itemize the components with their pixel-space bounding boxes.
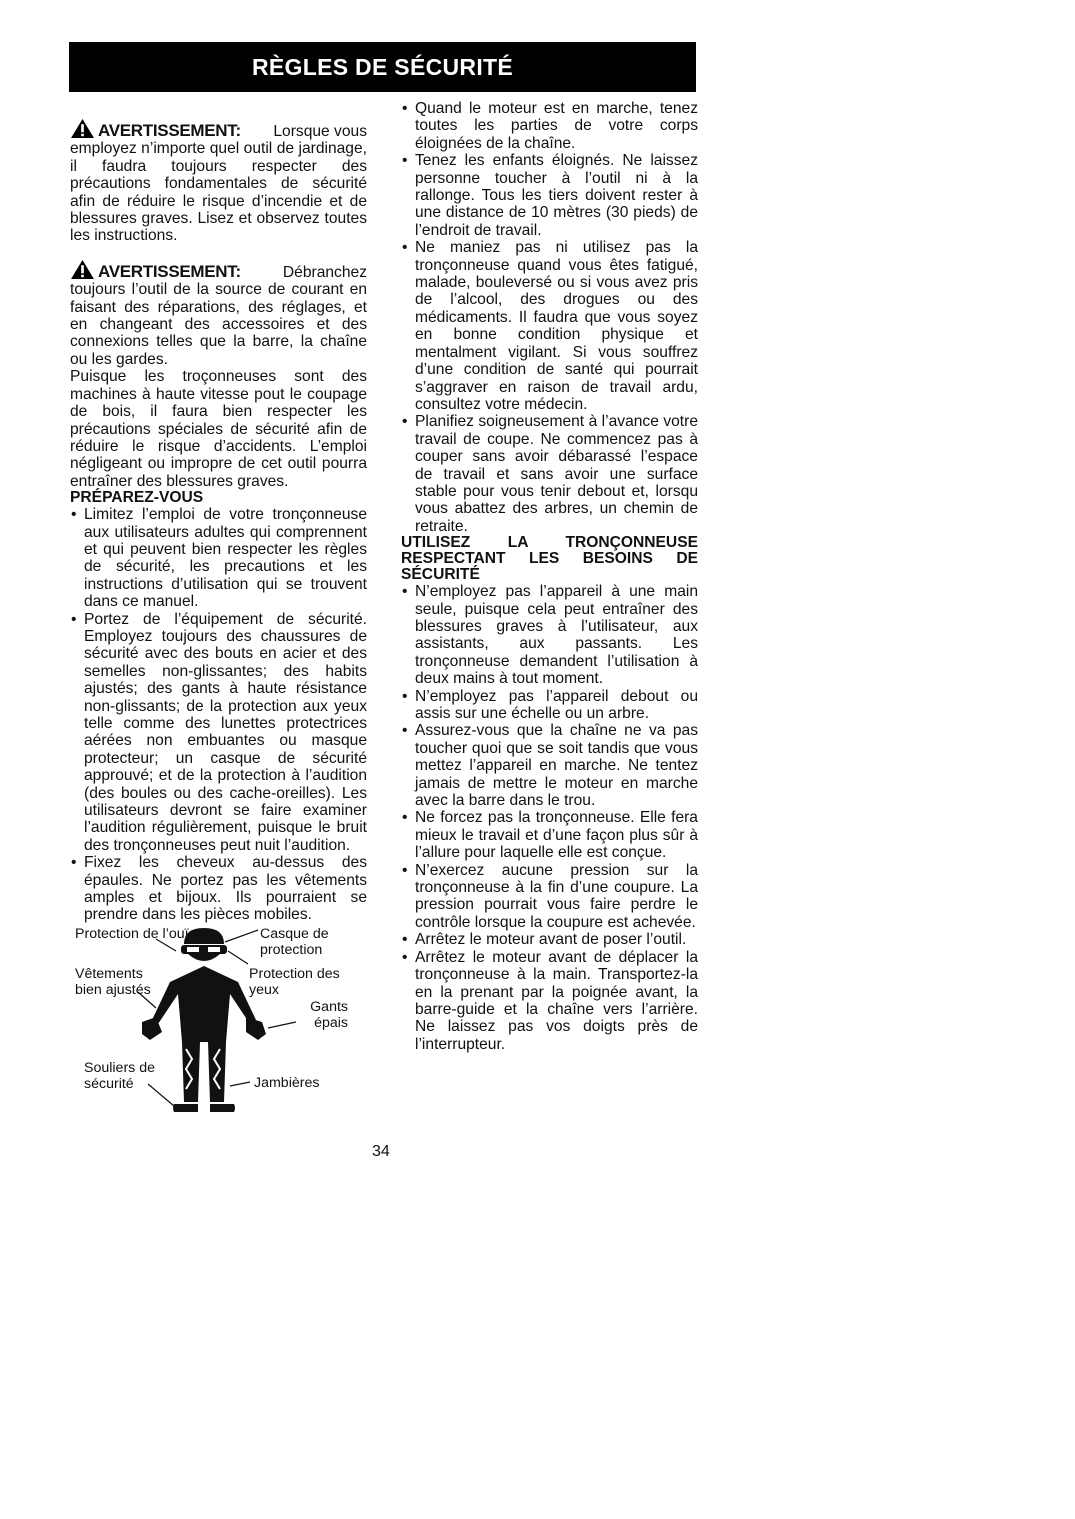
list-item: • Arrêtez le moteur avant de déplacer la tronçonneuse à la main. Transportez-la en la prenant par la poignée avant, la barre-guide et la chaîne vers l’arrière. Ne laissez pas vos doigts près de l’interrupteur. [401, 949, 698, 1053]
label-safety-shoes: Souliers de sécurité [84, 1059, 155, 1092]
warning-line [70, 256, 367, 281]
warning-header [70, 256, 241, 280]
left-column [70, 115, 367, 1119]
warning-text: employez n’importe quel outil de jardinage, il faudra toujours respecter des précautions fondamentales de sécurité afin de réduire le risque d’incendie et de blessures graves. Lisez et observez toutes les instructions. [70, 140, 367, 245]
page-title: RÈGLES DE SÉCURITÉ [252, 53, 513, 80]
list-item: • Assurez-vous que la chaîne ne va pas toucher quoi que se soit tandis que vous mettez l’appareil en marche. Ne tentez jamais de mettre le moteur en marche avec la barre dans le trou. [401, 722, 698, 809]
list-item: • Planifiez soigneusement à l’avance votre travail de coupe. Ne commencez pas à couper sans avoir débarassé l’espace de travail et sans avoir une surface stable pour vous tenir debout et, lorsqu vous abattez des arbres, un chemin de retraite. [401, 413, 698, 535]
bullet-list-left [70, 506, 367, 924]
warning-icon [70, 118, 95, 139]
list-item: • Quand le moteur est en marche, tenez toutes les parties de votre corps éloignées de la chaîne. [401, 100, 698, 152]
page-number: 34 [372, 1143, 390, 1160]
list-item: • N’exercez aucune pression sur la tronçonneuse à la fin d’une coupure. La pression pourrait vous faire perdre le contrôle lorsque la coupure est achevée. [401, 862, 698, 932]
intro-paragraph: Puisque les troçonneuses sont des machines à haute vitesse pout le coupage de bois, il faura bien respecter les précautions spéciales de sécurité afin de réduire le risque d’accidents. L’emploi négligeant ou impropre de cet outil pourra entraîner des blessures graves. [70, 368, 367, 490]
label-eye-protection: Protection des yeux [249, 965, 340, 998]
warning-label: AVERTISSEMENT: [98, 121, 241, 140]
list-item: • Fixez les cheveux au-dessus des épaules. Ne portez pas les vêtements amples et bijoux. Ils pourraient se prendre dans les pièces mobiles. [70, 854, 367, 924]
list-item: • Tenez les enfants éloignés. Ne laissez personne toucher à l’outil ni à la rallonge. Tous les tiers doivent rester à une distance de 10 mètres (30 pieds) de l’endroit de travail. [401, 152, 698, 239]
list-item: • N’employez pas l’appareil à une main seule, puisque cela peut entraîner des blessures graves à l’utilisateur, aux assistants, aux passants. Les tronçonneuse demandent l’utilisation à deux mains à tout moment. [401, 583, 698, 687]
warning-paragraph-2 [70, 256, 367, 368]
label-clothing: Vêtements bien ajustés [75, 965, 151, 998]
section-heading-preparez-vous: PRÉPAREZ-VOUS [70, 489, 204, 507]
list-item: • Portez de l’équipement de sécurité. Employez toujours des chaussures de sécurité avec des bouts en acier et des semelles non-glissantes; des habits ajustés; des gants à haute résistance non-glissants; de la protection aux yeux telle comme des lunettes protectrices aérées non embuantes ou masque protecteur; un casque de sécurité approuvé; et de la protection à l’audition (des boules ou des cache-oreilles). Les utilisateurs devront se faire examiner l’audition régulièrement, puisque le bruit des tronçonneuses peut nuit l’audition. [70, 611, 367, 855]
warning-icon [70, 259, 95, 280]
warning-line [70, 115, 367, 140]
warning-first-words: Lorsque vous [273, 123, 367, 140]
label-helmet: Casque de protection [260, 925, 329, 958]
warning-first-words: Débranchez [282, 263, 367, 281]
label-leggings: Jambières [254, 1074, 320, 1091]
list-item: • N’employez pas l’appareil debout ou assis sur une échelle ou un arbre. [401, 688, 698, 723]
section-heading-utilisez: UTILISEZ LA TRONÇONNEUSE RESPECTANT LES BESOINS DE SÉCURITÉ [401, 534, 698, 584]
warning-header [70, 115, 241, 139]
bullet-list-right-2 [401, 583, 698, 1053]
list-item: • Ne forcez pas la tronçonneuse. Elle fera mieux le travail et d’une façon plus sûr à l’allure pour laquelle elle est conçue. [401, 809, 698, 861]
safety-equipment-figure [70, 924, 367, 1119]
warning-text: toujours l’outil de la source de courant en faisant des réparations, des réglages, et en changeant des accessoires et des connexions telles que la barre, la chaîne ou les gardes. [70, 281, 367, 368]
section-title-bar [69, 42, 696, 92]
label-gloves: Gants épais [310, 998, 348, 1031]
warning-paragraph-1 [70, 115, 367, 245]
bullet-list-right-1 [401, 100, 698, 535]
label-hearing-protection: Protection de l’ouïe [75, 925, 197, 942]
warning-label: AVERTISSEMENT: [98, 261, 241, 281]
list-item: • Ne maniez pas ni utilisez pas la tronçonneuse quand vous êtes fatigué, malade, bouleversé ou si vous avez pris de l’alcool, des drogues ou des médicaments. Il faudra que vous soyez en bonne condition physique et mentalment vigilant. Si vous souffrez d’une condition de santé qui pourrait s’aggraver en raison de travail ardu, consultez votre médecin. [401, 239, 698, 413]
list-item: • Limitez l’emploi de votre tronçonneuse aux utilisateurs adultes qui comprennent et qui peuvent bien respecter les règles de sécurité, les precautions et les instructions d’utilisation qui se trouvent dans ce manuel. [70, 506, 367, 610]
right-column [401, 100, 698, 1053]
list-item: • Arrêtez le moteur avant de poser l’outil. [401, 931, 698, 948]
